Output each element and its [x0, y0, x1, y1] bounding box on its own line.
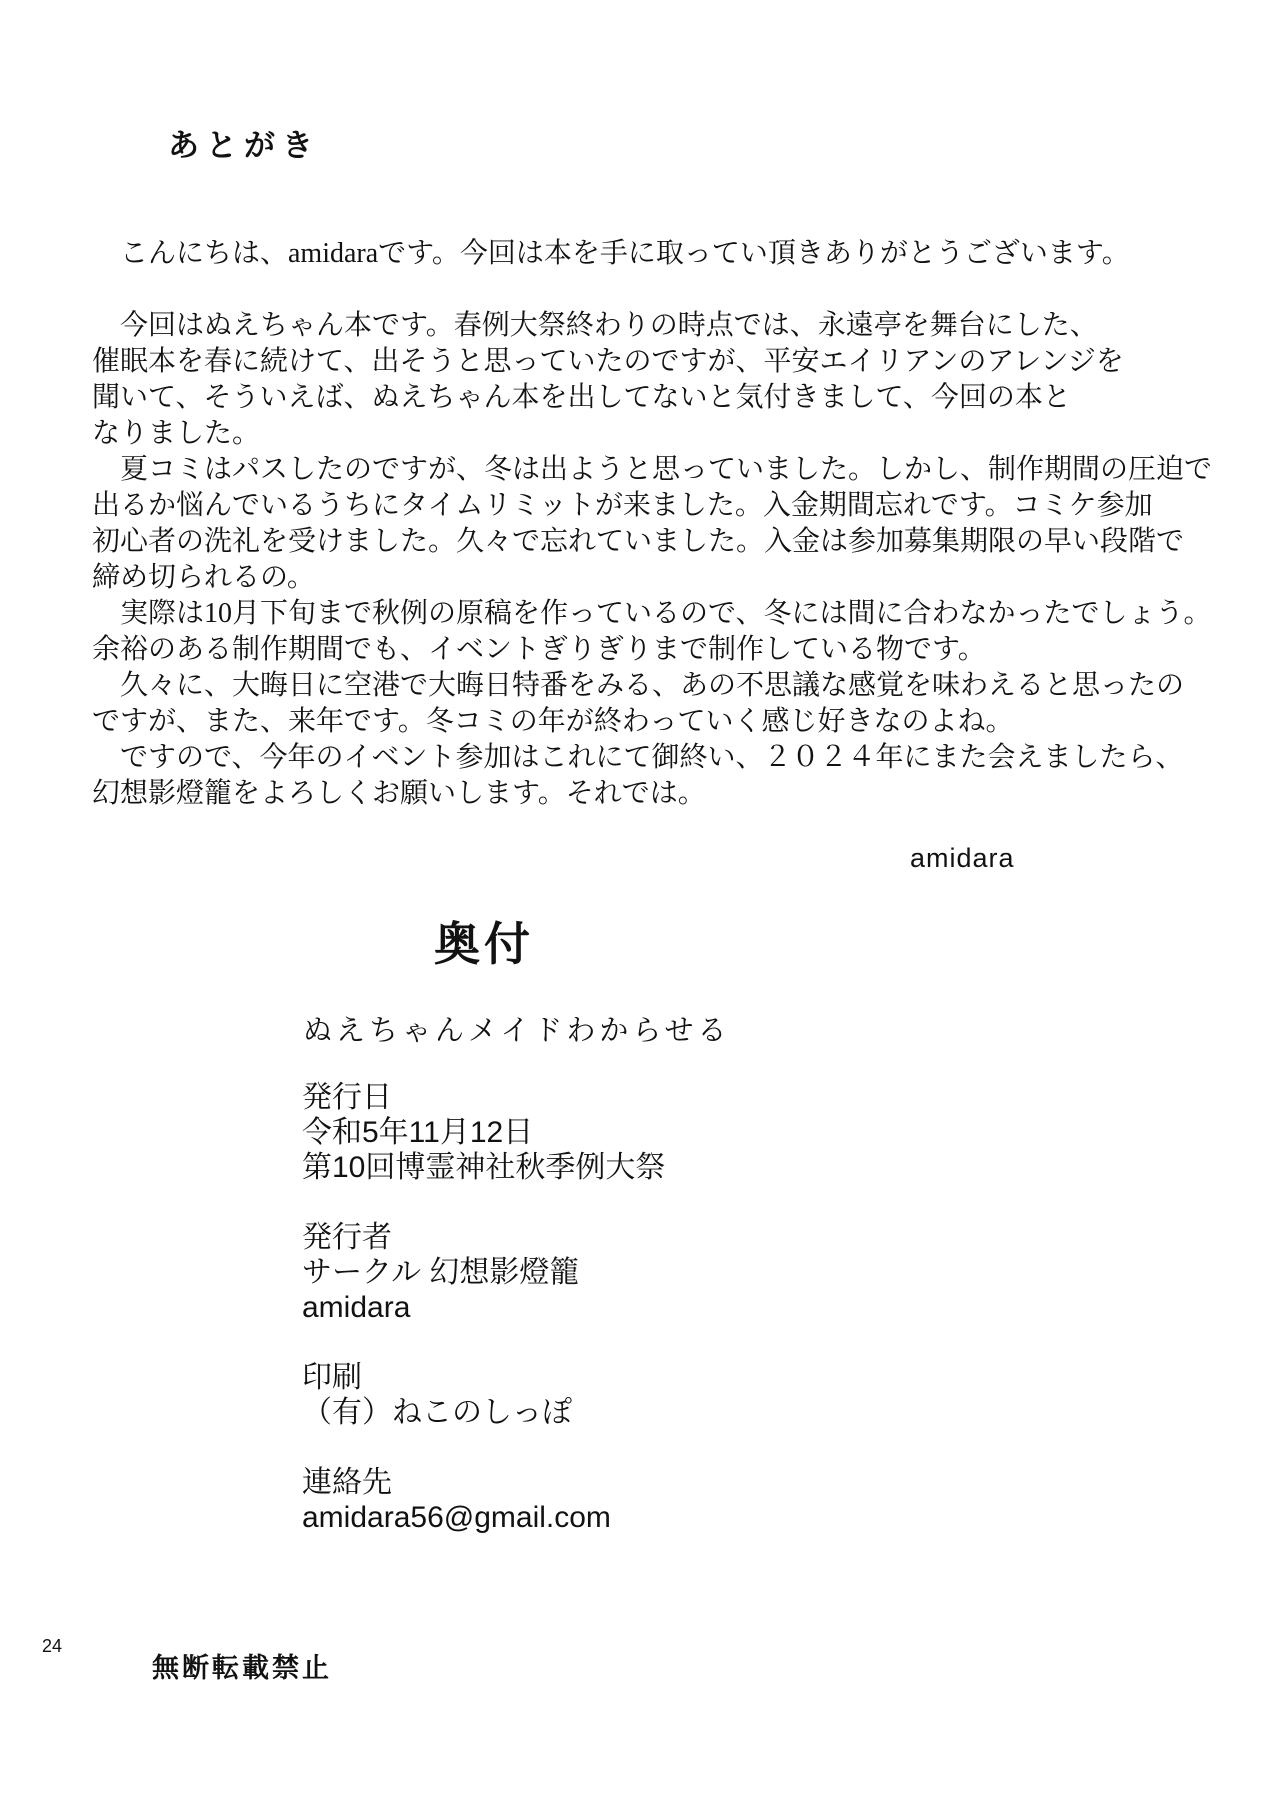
afterword-line: 幻想影燈籠をよろしくお願いします。それでは。 [92, 778, 706, 809]
afterword-line: 久々に、大晦日に空港で大晦日特番をみる、あの不思議な感覚を味わえると思ったの [92, 670, 1185, 701]
contact-block [302, 1465, 665, 1535]
colophon-heading: 奥付 [434, 919, 534, 970]
afterword-signature: amidara [910, 843, 1015, 873]
afterword-body [92, 236, 1212, 812]
printing-company: （有）ねこのしっぽ [302, 1396, 572, 1429]
afterword-line: 初心者の洗礼を受けました。久々で忘れていました。入金は参加募集期限の早い段階で [92, 526, 1185, 557]
afterword-line: 余裕のある制作期間でも、イベントぎりぎりまで制作している物です。 [92, 634, 986, 665]
publisher-name: amidara [302, 1291, 411, 1324]
book-title: ぬえちゃんメイドわからせる [303, 1015, 731, 1047]
publication-event: 第10回博霊神社秋季例大祭 [302, 1151, 666, 1184]
publication-label: 発行日 [302, 1081, 392, 1114]
publisher-block [302, 1220, 665, 1325]
afterword-heading: あとがき [168, 128, 320, 163]
publication-date: 令和5年11月12日 [302, 1116, 534, 1149]
afterword-paragraph [92, 452, 1212, 596]
contact-email: amidara56@gmail.com [302, 1501, 611, 1534]
colophon-details [302, 1080, 665, 1570]
printing-block [302, 1360, 665, 1430]
afterword-paragraph [92, 236, 1212, 272]
afterword-line: 夏コミはパスしたのですが、冬は出ようと思っていました。しかし、制作期間の圧迫で [92, 454, 1213, 485]
afterword-line: 聞いて、そういえば、ぬえちゃん本を出してないと気付きまして、今回の本と [92, 382, 1071, 413]
afterword-paragraph [92, 308, 1212, 452]
afterword-paragraph [92, 740, 1212, 812]
afterword-line: こんにちは、amidaraです。今回は本を手に取ってい頂きありがとうございます。 [92, 238, 1130, 269]
publisher-label: 発行者 [302, 1221, 392, 1254]
afterword-line: 今回はぬえちゃん本です。春例大祭終わりの時点では、永遠亭を舞台にした、 [92, 310, 1098, 341]
reprint-notice: 無断転載禁止 [152, 1653, 332, 1683]
afterword-line: なりました。 [92, 418, 261, 449]
afterword-line: ですが、また、来年です。冬コミの年が終わっていく感じ好きなのよね。 [92, 706, 1014, 737]
publication-block [302, 1080, 665, 1185]
afterword-line: ですので、今年のイベント参加はこれにて御終い、２０２４年にまた会えましたら、 [92, 742, 1184, 773]
contact-label: 連絡先 [302, 1466, 392, 1499]
afterword-line: 催眠本を春に続けて、出そうと思っていたのですが、平安エイリアンのアレンジを [92, 346, 1124, 377]
afterword-line: 実際は10月下旬まで秋例の原稿を作っているので、冬には間に合わなかったでしょう。 [92, 598, 1212, 629]
afterword-line: 出るか悩んでいるうちにタイムリミットが来ました。入金期間忘れです。コミケ参加 [92, 490, 1153, 521]
printing-label: 印刷 [302, 1361, 362, 1394]
afterword-paragraph [92, 596, 1212, 668]
page-number: 24 [42, 1636, 63, 1656]
afterword-line: 締め切られるの。 [92, 562, 315, 593]
publisher-circle: サークル 幻想影燈籠 [302, 1256, 580, 1289]
afterword-paragraph [92, 668, 1212, 740]
